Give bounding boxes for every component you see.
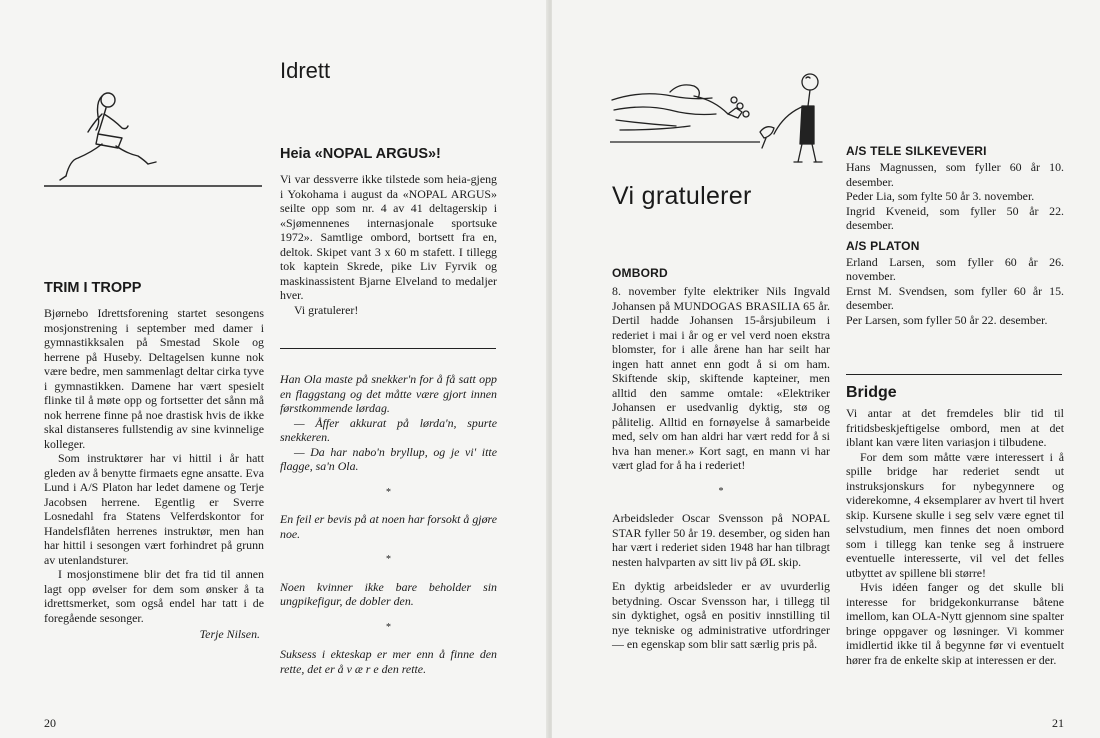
bridge-body <box>846 406 1064 667</box>
page-number-right: 21 <box>1052 716 1064 730</box>
platon-entry: Ernst M. Svendsen, som fyller 60 år 15. desember. <box>846 283 1064 312</box>
trim-paragraph-2: Som instruktører har vi hittil i år hatt gleden av å benytte firmaets egne ansatte. Eva Lund i A/S Platon har ledet damene og Terje Jacobsen herrene. Egentlig er Sverre Losnedahl fra Statens Velferdskontor for Handelsflåten herrenes instruktør, men han har hittil i sesongen vært forhindret på grunn av utenlandsturer. <box>44 451 264 567</box>
separator-star: * <box>386 554 391 565</box>
heia-article <box>280 146 497 317</box>
trim-paragraph-1: Bjørnebo Idrettsforening startet sesongens mosjonstrening i september med damer i gymnastikksalen på Smestad Skole og herrene på Huseby. Deltagelsen kunne nok være bedre, men sammenlagt deltar cirka tyve i gymnastikken. Damene har vært spesielt flinke til å møte opp og fortsetter det sånn må nok herrene finne på noe drastisk hvis de ikke skal distanseres fullstendig av sine kvinnelige kolleger. <box>44 306 264 451</box>
gratulerer-title: Vi gratulerer <box>612 182 752 210</box>
joke-1-line-2: — Åffer akkurat på lørda'n, spurte snekkeren. <box>280 415 497 444</box>
ombord-body <box>612 284 830 652</box>
divider-rule <box>280 348 496 349</box>
joke-2: En feil er bevis på at noen har forsokt å gjøre noe. <box>280 512 497 541</box>
trim-article <box>44 280 264 642</box>
right-page <box>552 0 1100 738</box>
joke-3: Noen kvinner ikke bare beholder sin ungpikefigur, de dobler den. <box>280 579 497 608</box>
heia-paragraph: Vi var dessverre ikke tilstede som heia-gjeng i Yokohama i august da «NOPAL ARGUS» seilte opp som nr. 4 av 41 deltagerskip i «Sjømennenes internasjonale sportsuke 1972». Samtlige ombord, bortsett fra en, deltok. Skipet vant 3 x 60 m stafett. I tillegg tok kaptein Skrede, pike Liv Fyrvik og maskinassistent Bjarne Elveland to medaljer hver. <box>280 172 497 302</box>
bridge-paragraph-3: Hvis idéen fanger og det skulle bli interesse for bridgekonkurranse båtene imellom, kan OLA-Nytt gjennom sine spalter bringe oppgaver og løsninger. Vi kommer imidlertid ikke til å begynne før vi eventuelt hører fra de enkelte skip at interessen er der. <box>846 580 1064 667</box>
separator-star: * <box>718 485 724 497</box>
flowers-gift-illustration <box>610 70 834 170</box>
left-page <box>0 0 548 738</box>
heia-body <box>280 172 497 317</box>
ombord-title: OMBORD <box>612 266 668 280</box>
ombord-paragraph-2: Arbeidsleder Oscar Svensson på NOPAL STAR fyller 50 år 19. desember, og siden han har vært i rederiet siden 1948 har han tilbragt nesten halvparten av sitt liv på ØL skip. <box>612 511 830 569</box>
bridge-article <box>846 384 1064 667</box>
trim-signature: Terje Nilsen. <box>199 627 260 641</box>
tele-article <box>846 144 1064 327</box>
separator-star: * <box>386 621 391 633</box>
bridge-paragraph-2: For dem som måtte være interessert i å spille bridge har rederiet sendt ut instruksjonskurs for nybegynnere og viderekomne, 4 eksemplarer av hvert til hvert skip. Kursene skulle i seg selv være egnet til selvstudium, men finnes det noen ombord som i tillegg kan tenke seg å instruere eventuelle interesserte, vil vel det felles utbyttet av spillene bli større! <box>846 449 1064 580</box>
joke-1-line-3: — Da har nabo'n bryllup, og je vi' itte flagge, sa'n Ola. <box>280 444 497 473</box>
tele-title: A/S TELE SILKEVEVERI <box>846 144 987 158</box>
heia-closing: Vi gratulerer! <box>294 302 359 317</box>
platon-body <box>846 255 1064 328</box>
runner-illustration <box>44 88 264 192</box>
jokes-column <box>280 372 497 676</box>
tele-entry: Hans Magnussen, som fyller 60 år 10. desember. <box>846 160 1064 189</box>
trim-body <box>44 306 264 642</box>
separator-star: * <box>386 486 391 498</box>
platon-entry: Erland Larsen, som fyller 60 år 26. november. <box>846 254 1064 283</box>
divider-rule <box>846 374 1062 375</box>
joke-1-line-1: Han Ola maste på snekker'n for å få satt opp en flaggstang og det måtte være gjort innen førstkommende lørdag. <box>280 372 497 415</box>
idrett-title: Idrett <box>280 58 331 83</box>
trim-paragraph-3: I mosjonstimene blir det fra tid til annen lagt opp øvelser for dem som ønsker å ta idrettsmerket, som også endel har tatt i de foregående sesonger. <box>44 567 264 625</box>
tele-entry: Peder Lia, som fylte 50 år 3. november. <box>846 189 1035 203</box>
bridge-title: Bridge <box>846 384 897 401</box>
bridge-paragraph-1: Vi antar at det fremdeles blir tid til fritidsbeskjeftigelse ombord, men at det iblant kan være liten variasjon i tilbudene. <box>846 406 1064 449</box>
ombord-paragraph-1: 8. november fylte elektriker Nils Ingvald Johansen på MUNDOGAS BRASILIA 65 år. Dertil hadde Johansen 15-årsjubileum i rederiet i mai i år og er vel verd noen ekstra blomster, for i alle årene han har seilt har ingen hatt annet enn godt å si om ham. Skiftende skip, skiftende kapteiner, men alltid den samme omtale: «Elektriker Johansen er usedvanlig dyktig, stø og pålitelig. Alltid en fornøyelse å samarbeide med, selv om han aldri har vært redd for å si hva han mener.» Kort sagt, en mann vi har vært glad for å ha i rederiet! <box>612 284 830 472</box>
page-number-left: 20 <box>44 716 56 730</box>
platon-title: A/S PLATON <box>846 238 920 253</box>
tele-body <box>846 160 1064 233</box>
ombord-paragraph-3: En dyktig arbeidsleder er av uvurderlig betydning. Oscar Svensson har, i tillegg til sin dyktighet, også en positiv innstilling til nye tekniske og administrative utfordringer — en egenskap som blir satt særlig pris på. <box>612 579 830 651</box>
ombord-article <box>612 266 830 652</box>
joke-4: Suksess i ekteskap er mer enn å finne den rette, det er å v æ r e den rette. <box>280 647 497 676</box>
platon-entry: Per Larsen, som fyller 50 år 22. desember. <box>846 312 1048 327</box>
trim-title: TRIM I TROPP <box>44 280 142 296</box>
heia-title: Heia «NOPAL ARGUS»! <box>280 146 441 162</box>
tele-entry: Ingrid Kveneid, som fyller 50 år 22. desember. <box>846 203 1064 232</box>
